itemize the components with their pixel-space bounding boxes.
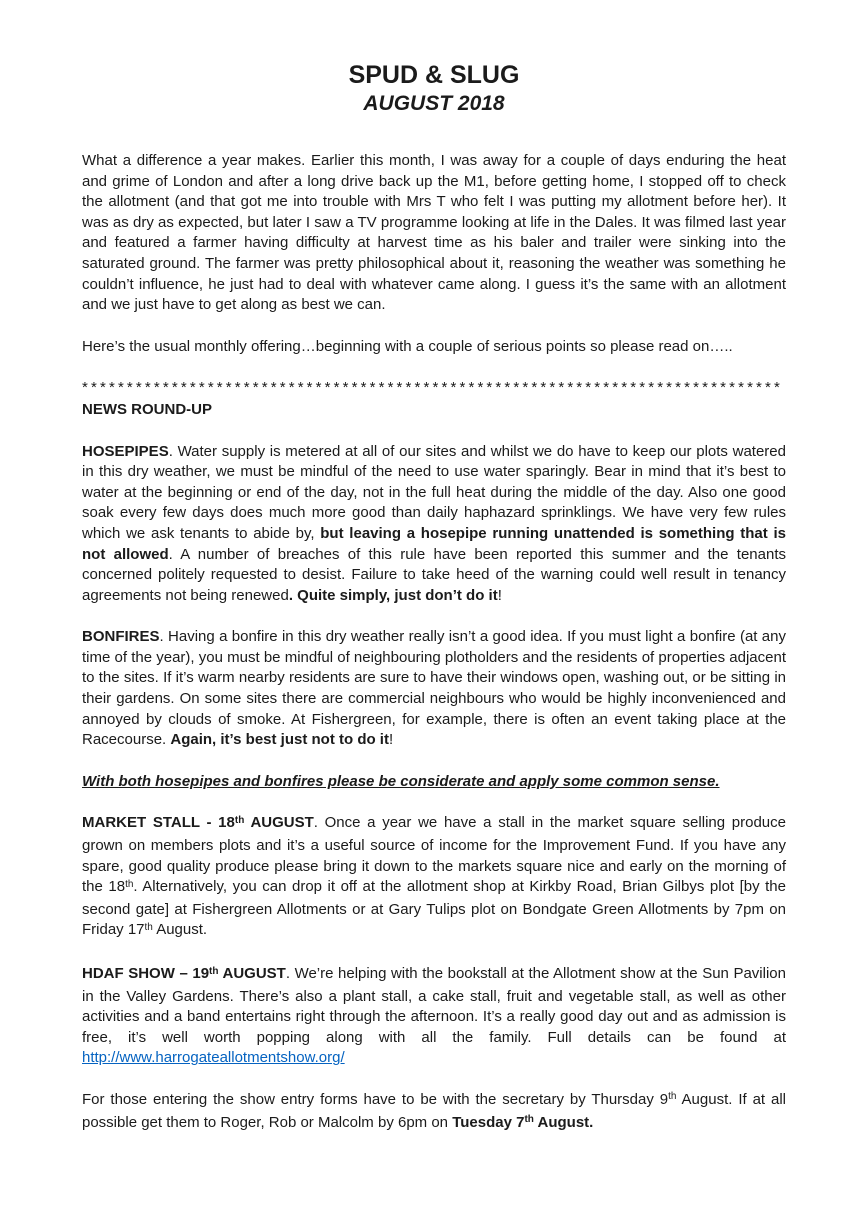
text-run: ! [497,586,502,604]
hosepipes-paragraph [82,442,786,607]
text-run: . Water supply is metered at all of our sites and whilst we do have to keep our plots watered in this dry weather, we must be mindful of the need to use water sparingly. Bear in mind that it’s best to water at the beginning or end of the day, not in the full heat during the middle of the day. Also one good soak every few days does much more good than daily haphazard sprinklings. We have very few rules which we ask tenants to abide by, [82,442,786,542]
hdaf-show-label: HDAF SHOW – 19 [82,965,210,982]
text-run: August. [152,921,208,939]
text-run: . Alternatively, you can drop it off at the allotment shop at Kirkby Road, Brian Gilbys plot [by the second gate] at Fishergreen Allotments or at Gary Tulips plot on Bondgate Green Allotments by 7pm on Friday 17 [82,878,786,939]
text-run: th [234,814,245,826]
news-roundup-heading: NEWS ROUND-UP [82,400,212,418]
text-run: ! [388,731,394,749]
allotment-show-link[interactable]: http://www.harrogateallotmentshow.org/ [82,1049,345,1067]
text-run: th [524,1114,534,1126]
text-run: . Once a year we have a stall in the market square selling produce grown on members plots and it’s a useful source of income for the Improvement Fund. If you have any spare, good quality produce please bring it down to the markets square nice and early on the morning of the 18 [82,814,786,896]
text-run: What a difference a year makes. Earlier this month, I was away for a couple of days enduring the heat and grime of London and after a long drive back up the M1, before getting home, I stopped off to check the allotment (and that got me into trouble with Mrs T who felt I was putting my allotment before her). It was as dry as expected, but later I saw a TV programme looking at life in the Dales. It was filmed last year and featured a farmer having difficulty at harvest time as his baler and trailer were sinking into the saturated ground. The farmer was pretty philosophical about it, reasoning the weather was something he couldn’t influence, he just had to deal with whatever came along. I guess it’s the same with an allotment and we just have to get along as best we can. [82,152,786,314]
text-run: AUGUST [218,965,286,982]
text-run: th [209,965,219,977]
text-run: . We’re helping with the bookstall at the Allotment show at the Sun Pavilion in the Valley Gardens. There’s also a plant stall, a cake stall, fruit and vegetable stall, as well as other activities and a band entertains right through the afternoon. It’s a really good day out and as admission is free, it’s well worth popping along with all the family. Full details can be found at [82,965,786,1046]
newsletter-title: SPUD & SLUG [348,61,520,89]
market-stall-paragraph [82,813,786,943]
text-run: AUGUST [244,814,314,832]
newsletter-date-subtitle: AUGUST 2018 [363,92,505,115]
considerate-paragraph [82,772,786,793]
text-run: . Having a bonfire in this dry weather really isn’t a good idea. If you must light a bonfire (at any time of the year), you must be mindful of neighbouring plotholders and the residents of properties adjacent to the sites. If it’s warm nearby residents are sure to have their windows open, washing out, or be sitting in their gardens. On some sites there are commercial neighbours who would be highly inconvenienced and annoyed by clouds of smoke. At Fishergreen, for example, there is often an event taking place at the Racecourse. [82,628,786,749]
text-run: th [144,921,153,933]
text-run: but leaving a hosepipe running unattended is something that is not allowed [82,524,786,563]
bonfires-label: BONFIRES [82,628,160,646]
text-run: . A number of breaches of this rule have been reported this summer and the tenants concerned politely requested to desist. Failure to take heed of the warning could well result in tenancy agreements not being renewed [82,545,786,604]
bonfires-paragraph [82,627,786,751]
considerate-notice: With both hosepipes and bonfires please be considerate and apply some common sense. [82,772,720,790]
text-run: th [668,1091,677,1103]
hosepipes-label: HOSEPIPES [82,442,169,460]
market-stall-label: MARKET STALL - 18 [82,814,235,832]
asterisk-divider: ****************************************************************************** [82,379,784,397]
monthly-offering-paragraph [82,337,786,358]
text-run: August. If at all possible get them to Roger, Rob or Malcolm by 6pm on [82,1090,786,1131]
hdaf-show-paragraph [82,964,786,1069]
text-run: Tuesday 7 [452,1113,525,1131]
text-run: th [125,878,134,890]
entry-forms-paragraph [82,1090,786,1135]
text-run: Again, it’s best just not to do it [170,731,389,749]
text-run: . Quite simply, just don’t do it [288,586,498,604]
intro-paragraph [82,151,786,316]
text-run: Here’s the usual monthly offering…beginning with a couple of serious points so please read on….. [82,337,733,355]
text-run: August. [533,1113,594,1131]
text-run: For those entering the show entry forms have to be with the secretary by Thursday 9 [82,1090,669,1108]
